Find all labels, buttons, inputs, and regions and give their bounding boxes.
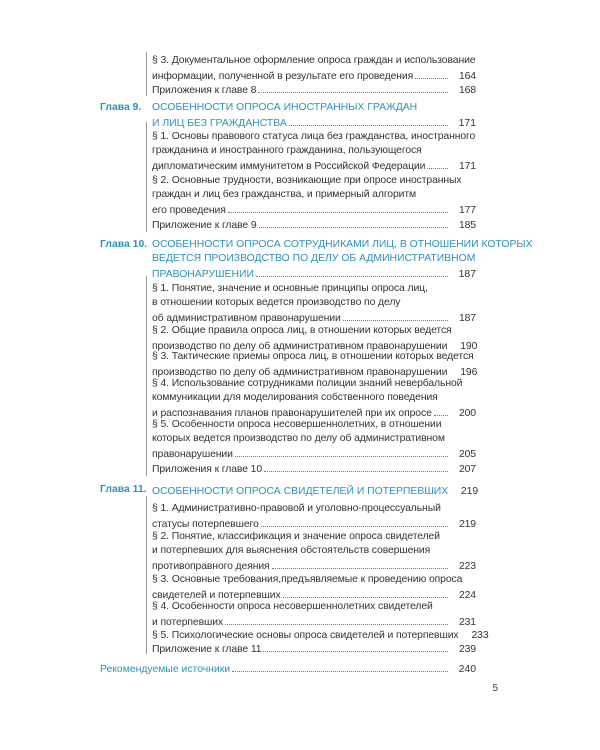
toc-page-number: 233 [471,630,489,641]
recommended-sources-entry[interactable] [100,661,476,677]
toc-page-number: 200 [458,408,476,419]
toc-page-number: 223 [458,561,476,572]
toc-entry[interactable] [152,461,476,477]
toc-entry-text: производство по делу об административном правонарушении [152,341,448,352]
toc-page-number: 187 [458,313,476,324]
toc-entry[interactable] [152,174,476,218]
toc-entry-text: статусы потерпевшего [152,519,259,530]
toc-entry-text: § 3. Основные требования,предъявляемые к проведению опроса [152,574,463,585]
chapter-title: ПРАВОНАРУШЕНИИ [152,269,254,280]
toc-entry[interactable] [152,82,476,98]
chapter-label: Глава 10. [100,239,148,250]
toc-entry[interactable] [152,418,476,462]
toc-entry[interactable] [152,377,476,421]
toc-entry-text: в отношении которых ведется производство по делу [152,297,401,308]
toc-page-number: 171 [458,118,476,129]
toc-entry-text: § 2. Основные трудности, возникающие при опросе иностранных [152,175,462,186]
toc-entry[interactable] [152,502,476,532]
chapter-label: Глава 9. [100,102,142,113]
toc-divider-line [146,122,147,232]
chapter-title: И ЛИЦ БЕЗ ГРАЖДАНСТВА [152,118,287,129]
toc-page-number: 171 [458,161,476,172]
toc-entry[interactable] [152,282,476,326]
chapter-title: ОСОБЕННОСТИ ОПРОСА СВИДЕТЕЛЕЙ И ПОТЕРПЕВШИХ [152,486,449,497]
toc-page-number: 185 [458,220,476,231]
toc-page-number: 164 [458,71,476,82]
toc-page-number: 240 [458,664,476,675]
toc-entry-text: которых ведется производство по делу об административном [152,433,445,444]
toc-entry-text: об административном правонарушении [152,313,341,324]
chapter-heading[interactable] [152,101,476,131]
toc-divider-line [146,496,147,654]
toc-entry[interactable] [152,350,476,380]
toc-entry[interactable] [152,130,476,174]
toc-entry-text: Рекомендуемые источники [100,664,231,675]
toc-entry-text: его проведения [152,205,226,216]
toc-entry-text: § 3. Тактические приемы опроса лиц, в отношении которых ведется [152,351,474,362]
toc-entry-text: § 1. Понятие, значение и основные принципы опроса лиц, [152,283,428,294]
toc-entry-text: Приложения к главе 8 [152,85,257,96]
toc-page-number: 177 [458,205,476,216]
toc-entry-text: коммуникации для моделирования собственного поведения [152,392,438,403]
chapter-heading[interactable] [152,238,533,282]
toc-entry-text: § 2. Понятие, классификация и значение опроса свидетелей [152,531,440,542]
toc-entry[interactable] [152,54,476,84]
page-number: 5 [492,683,498,694]
toc-page-number: 190 [460,341,478,352]
toc-divider-line [146,276,147,476]
toc-entry-text: свидетелей и потерпевших [152,590,281,601]
toc-entry-text: § 2. Общие правила опроса лиц, в отношении которых ведется [152,325,452,336]
chapter-title: ОСОБЕННОСТИ ОПРОСА ИНОСТРАННЫХ ГРАЖДАН [152,102,418,113]
toc-entry-text: § 1. Административно-правовой и уголовно-процессуальный [152,503,441,514]
chapter-heading[interactable] [152,483,479,499]
toc-entry[interactable] [152,530,476,574]
chapter-label: Глава 11. [100,484,147,495]
toc-entry-text: § 5. Психологические основы опроса свидетелей и потерпевших [152,630,459,641]
toc-entry[interactable] [152,641,476,657]
toc-page-number: 168 [458,85,476,96]
toc-divider-line [146,52,147,96]
toc-entry-text: § 5. Особенности опроса несовершеннолетних, в отношении [152,419,442,430]
toc-page-number: 239 [458,644,476,655]
toc-entry-text: Приложение к главе 9 [152,220,257,231]
toc-entry-text: противоправного деяния [152,561,270,572]
toc-page-number: 196 [460,367,478,378]
toc-entry[interactable] [152,600,476,630]
toc-entry-text: граждан и лиц без гражданства, и примерный алгоритм [152,189,417,200]
toc-entry[interactable] [152,217,476,233]
chapter-title: ВЕДЕТСЯ ПРОИЗВОДСТВО ПО ДЕЛУ ОБ АДМИНИСТРАТИВНОМ [152,253,476,264]
toc-page-number: 219 [458,519,476,530]
toc-entry-text: Приложения к главе 10 [152,464,263,475]
toc-entry-text: правонарушении [152,449,233,460]
toc-entry-text: и распознавания планов правонарушителей при их опросе [152,408,432,419]
toc-entry-text: информации, полученной в результате его проведения [152,71,414,82]
toc-entry-text: и потерпевших для выяснения обстоятельств совершения [152,545,431,556]
toc-entry-text: § 4. Использование сотрудниками полиции знаний невербальной [152,378,463,389]
toc-entry-text: дипломатическим иммунитетом в Российской Федерации [152,161,426,172]
toc-page-number: 224 [458,590,476,601]
toc-entry-text: § 3. Документальное оформление опроса граждан и использование [152,55,476,66]
toc-page-number: 205 [458,449,476,460]
toc-page-number: 187 [458,269,476,280]
toc-page-number: 219 [460,486,479,497]
toc-entry[interactable] [152,573,476,603]
toc-entry-text: производство по делу об административном правонарушении [152,367,448,378]
toc-entry-text: § 4. Особенности опроса несовершеннолетних свидетелей [152,601,433,612]
toc-page-number: 231 [458,617,476,628]
chapter-title: ОСОБЕННОСТИ ОПРОСА СОТРУДНИКАМИ ЛИЦ, В ОТНОШЕНИИ КОТОРЫХ [152,239,533,250]
toc-entry-text: Приложение к главе 11 [152,644,262,655]
toc-entry-text: гражданина и иностранного гражданина, пользующегося [152,145,422,156]
toc-entry-text: § 1. Основы правового статуса лица без гражданства, иностранного [152,131,476,142]
toc-entry-text: и потерпевших [152,617,224,628]
toc-page-number: 207 [458,464,476,475]
